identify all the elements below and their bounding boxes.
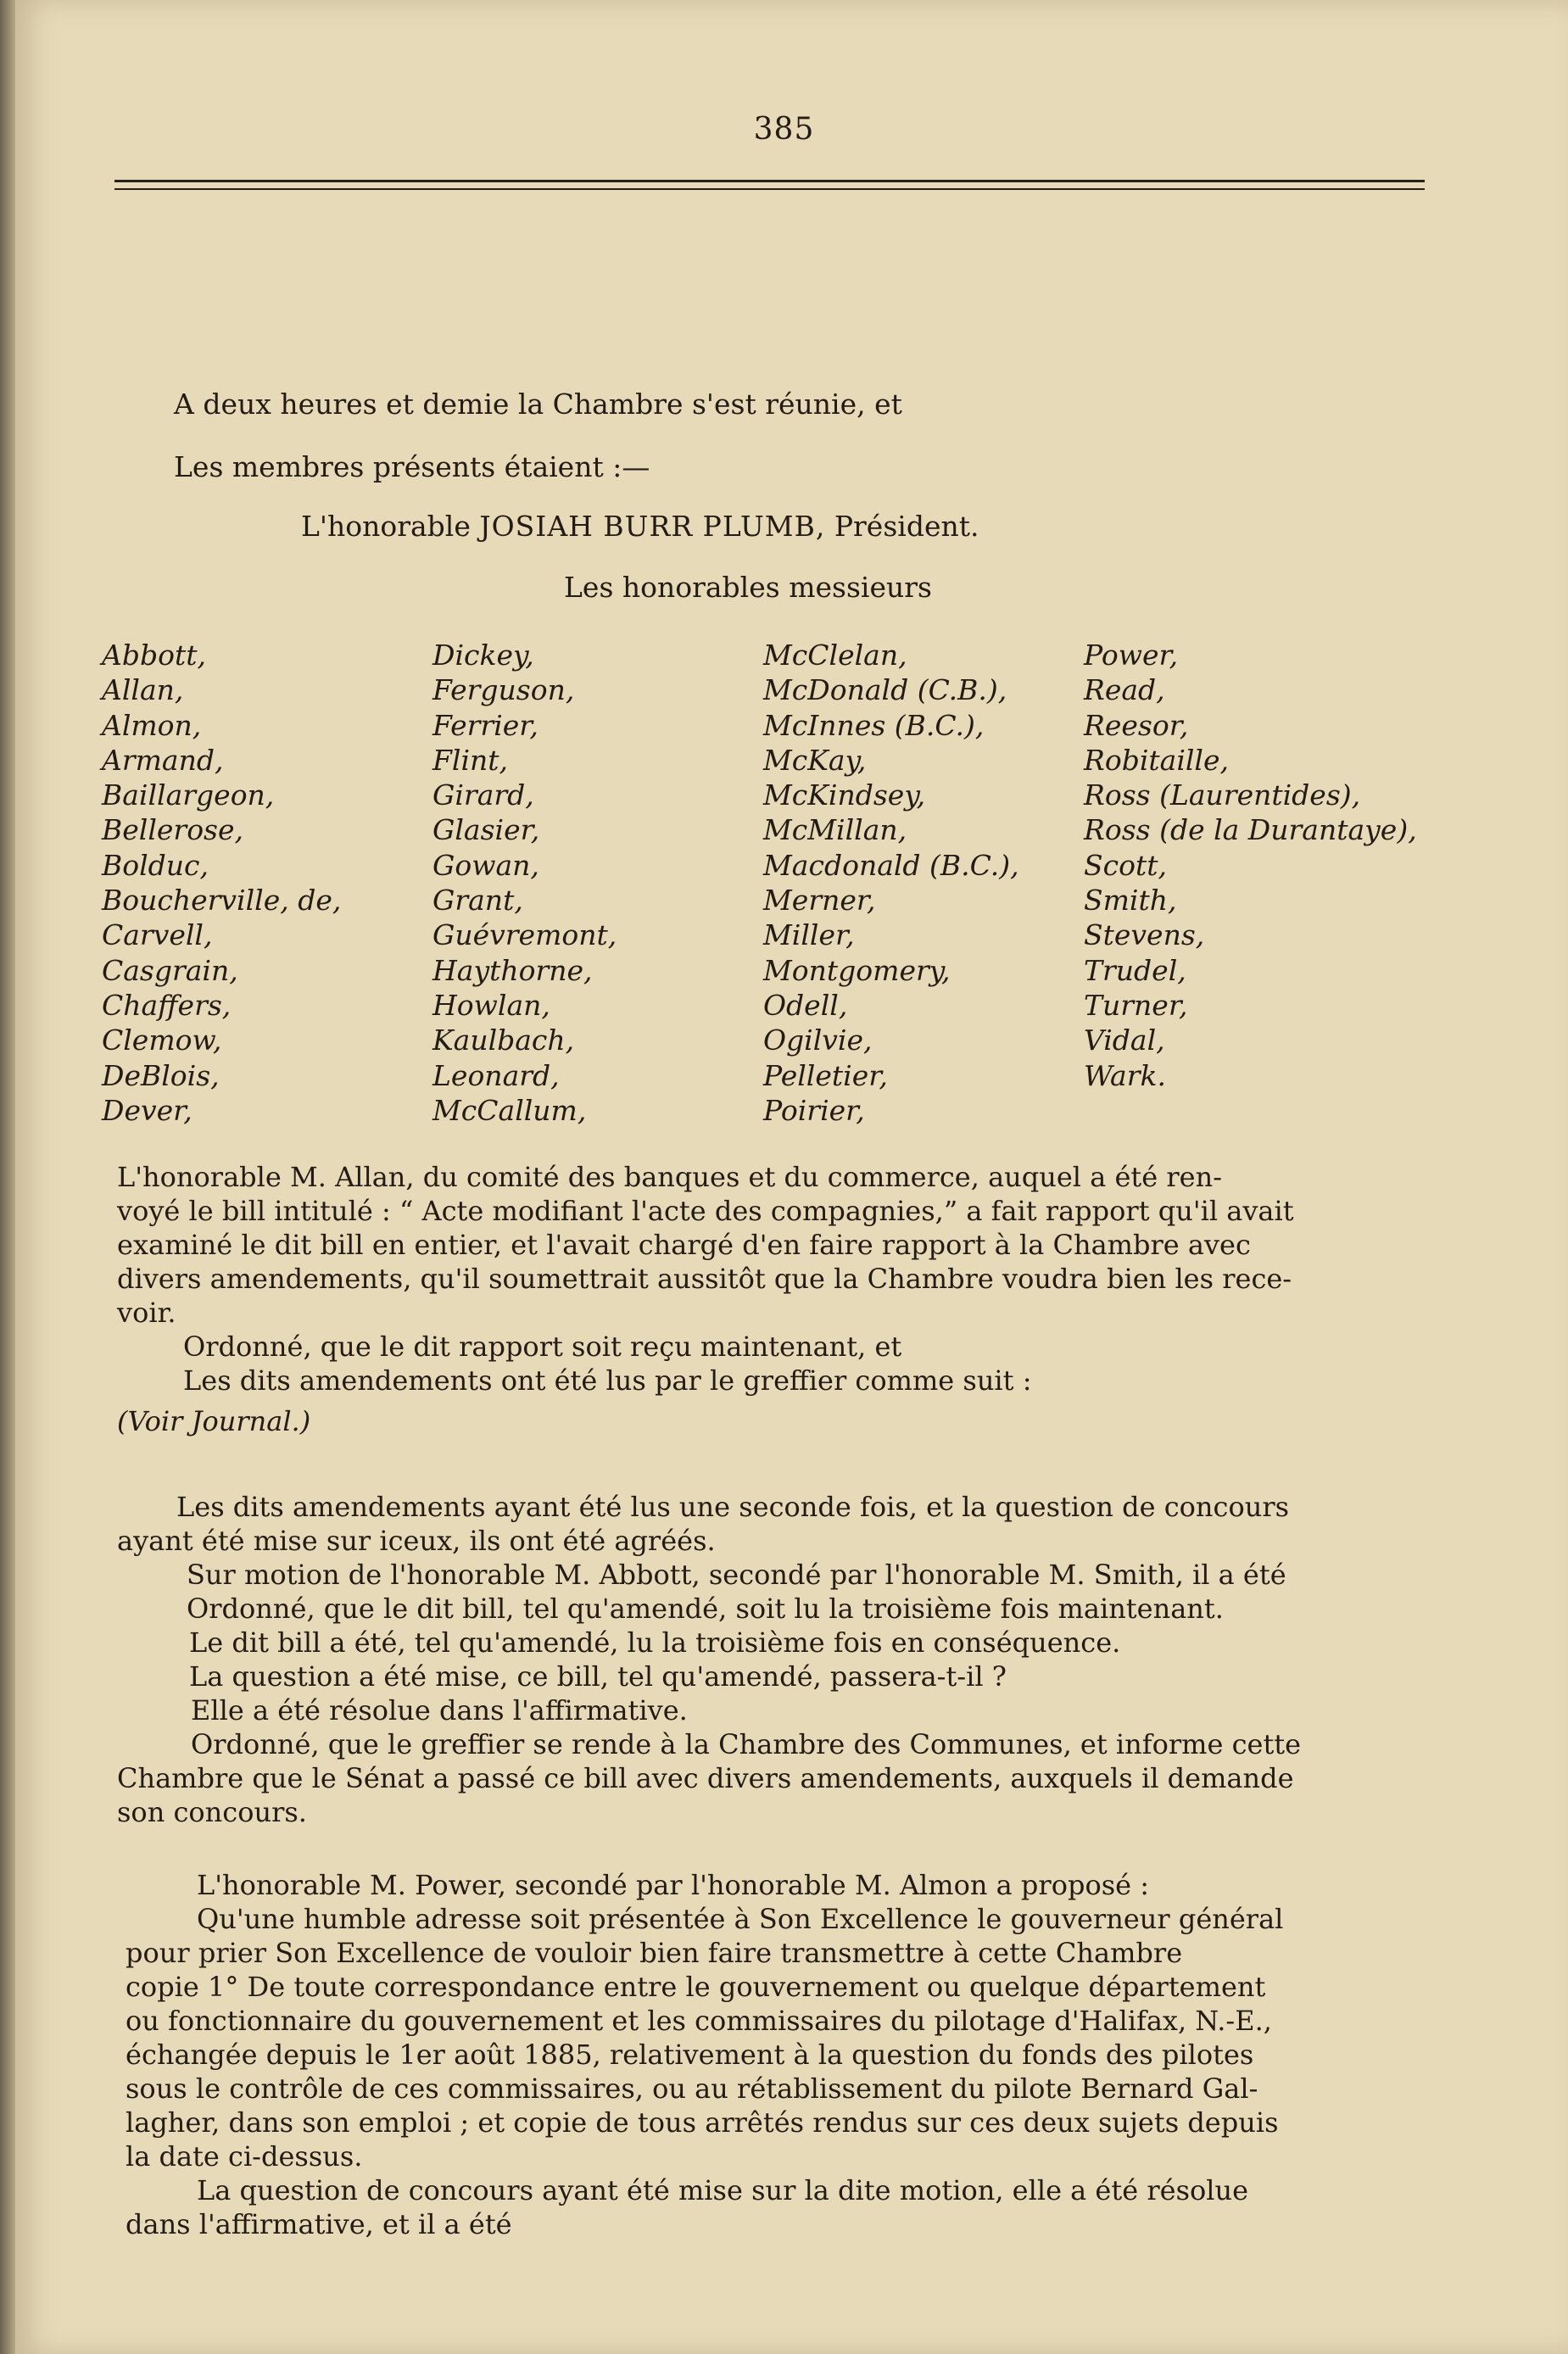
member-name: Flint, <box>432 743 509 777</box>
member-name: Baillargeon, <box>102 778 275 812</box>
members-column-1 <box>102 638 341 1128</box>
member-name: Gowan, <box>432 848 539 882</box>
member-name: Ferrier, <box>432 708 538 742</box>
member-name: Kaulbach, <box>432 1024 575 1057</box>
member-name: Pelletier, <box>763 1058 888 1092</box>
member-name: Bellerose, <box>102 813 244 847</box>
page-number: 385 <box>753 112 815 147</box>
member-name: Turner, <box>1084 988 1188 1022</box>
member-name: McClelan, <box>763 639 907 672</box>
member-name: McKindsey, <box>763 778 926 812</box>
member-name: Macdonald (B.C.), <box>763 848 1019 882</box>
member-name: Dickey, <box>432 639 534 672</box>
text-line: Sur motion de l'honorable M. Abbott, secondé par l'honorable M. Smith, il a été <box>187 1559 1286 1591</box>
member-name: Glasier, <box>432 813 540 847</box>
member-name: Ross (Laurentides), <box>1084 778 1361 812</box>
text-line: examiné le dit bill en entier, et l'avait chargé d'en faire rapport à la Chambre avec <box>117 1229 1251 1261</box>
text-line: La question de concours ayant été mise sur la dite motion, elle a été résolue <box>197 2174 1249 2206</box>
member-name: Reesor, <box>1084 708 1189 742</box>
member-name: Howlan, <box>432 988 550 1022</box>
text-line: la date ci-dessus. <box>126 2140 363 2173</box>
member-name: Carvell, <box>102 918 213 952</box>
member-name: Trudel, <box>1084 953 1186 987</box>
text-line: Ordonné, que le greffier se rende à la Chambre des Communes, et informe cette <box>191 1728 1302 1760</box>
text-line: La question a été mise, ce bill, tel qu'amendé, passera-t-il ? <box>189 1660 1007 1693</box>
member-name: Haythorne, <box>432 953 593 987</box>
member-name: Abbott, <box>102 639 206 672</box>
member-name: Montgomery, <box>763 953 951 987</box>
member-name: Vidal, <box>1084 1024 1165 1057</box>
text-line: pour prier Son Excellence de vouloir bien faire transmettre à cette Chambre <box>126 1937 1183 1969</box>
text-line: Le dit bill a été, tel qu'amendé, lu la troisième fois en conséquence. <box>189 1626 1121 1659</box>
member-name: DeBlois, <box>102 1058 220 1092</box>
text-line: Ordonné, que le dit bill, tel qu'amendé, soit lu la troisième fois maintenant. <box>187 1593 1224 1625</box>
text-line: Qu'une humble adresse soit présentée à Son Excellence le gouverneur général <box>197 1903 1284 1935</box>
member-name: Ross (de la Durantaye), <box>1084 813 1417 847</box>
member-name: Allan, <box>102 673 184 707</box>
text-line: divers amendements, qu'il soumettrait aussitôt que la Chambre voudra bien les rece- <box>117 1263 1292 1295</box>
member-name: Boucherville, de, <box>102 884 342 918</box>
member-name: McKay, <box>763 743 867 777</box>
text-line: ou fonctionnaire du gouvernement et les commissaires du pilotage d'Halifax, N.-E., <box>126 2005 1272 2037</box>
member-name: McDonald (C.B.), <box>763 673 1007 707</box>
text-line: ayant été mise sur iceux, ils ont été agréés. <box>117 1525 716 1557</box>
member-name: Leonard, <box>432 1058 560 1092</box>
honorables-heading: Les honorables messieurs <box>564 571 932 604</box>
member-name: Chaffers, <box>102 988 232 1022</box>
text-line: copie 1° De toute correspondance entre le gouvernement ou quelque département <box>126 1971 1266 2003</box>
member-name: Scott, <box>1084 848 1167 882</box>
members-present-heading: Les membres présents étaient :— <box>174 450 650 483</box>
member-name: Miller, <box>763 918 855 952</box>
members-list <box>0 638 1568 1138</box>
text-line: L'honorable M. Power, secondé par l'honorable M. Almon a proposé : <box>197 1869 1150 1901</box>
members-column-3 <box>763 638 1019 1128</box>
text-line: Les dits amendements ayant été lus une seconde fois, et la question de concours <box>176 1491 1290 1523</box>
president-line <box>301 509 979 544</box>
member-name: Stevens, <box>1084 918 1205 952</box>
amendments-paragraph <box>117 1490 1444 1829</box>
president-name: JOSIAH BURR PLUMB, <box>479 510 826 543</box>
text-line: Chambre que le Sénat a passé ce bill avec divers amendements, auxquels il demande <box>117 1762 1294 1794</box>
members-column-2 <box>432 638 617 1128</box>
member-name: Ogilvie, <box>763 1024 873 1057</box>
voir-journal: (Voir Journal.) <box>117 1405 311 1437</box>
text-line: voir. <box>117 1297 176 1329</box>
member-name: Power, <box>1084 639 1179 672</box>
president-prefix: L'honorable <box>301 510 471 543</box>
text-line: L'honorable M. Allan, du comité des banques et du commerce, auquel a été ren- <box>117 1161 1223 1193</box>
text-line: son concours. <box>117 1796 307 1828</box>
text-line: échangée depuis le 1er août 1885, relativement à la question du fonds des pilotes <box>126 2039 1254 2071</box>
members-column-4 <box>1084 638 1417 1093</box>
member-name: Armand, <box>102 743 224 777</box>
text-line: voyé le bill intitulé : “ Acte modifiant l'acte des compagnies,” a fait rapport qu'il avait <box>117 1195 1294 1227</box>
member-name: Guévremont, <box>432 918 617 952</box>
header-rule-thin <box>114 188 1425 190</box>
member-name: Clemow, <box>102 1024 222 1057</box>
member-name: Dever, <box>102 1093 193 1127</box>
member-name: Odell, <box>763 988 848 1022</box>
member-name: Smith, <box>1084 884 1177 918</box>
allan-report-paragraph <box>117 1160 1444 1438</box>
book-gutter <box>0 0 15 2354</box>
member-name: Casgrain, <box>102 953 238 987</box>
session-opening: A deux heures et demie la Chambre s'est réunie, et <box>174 388 902 421</box>
header-rule <box>114 180 1425 182</box>
text-line: sous le contrôle de ces commissaires, ou au rétablissement du pilote Bernard Gal- <box>126 2072 1258 2105</box>
member-name: McCallum, <box>432 1093 587 1127</box>
text-line: dans l'affirmative, et il a été <box>126 2208 512 2240</box>
member-name: Read, <box>1084 673 1165 707</box>
member-name: Grant, <box>432 884 523 918</box>
member-name: McInnes (B.C.), <box>763 708 985 742</box>
member-name: Bolduc, <box>102 848 209 882</box>
text-line: lagher, dans son emploi ; et copie de tous arrêtés rendus sur ces deux sujets depuis <box>126 2106 1279 2139</box>
member-name: Robitaille, <box>1084 743 1230 777</box>
member-name: Girard, <box>432 778 534 812</box>
member-name: Merner, <box>763 884 876 918</box>
president-title: Président. <box>834 510 979 543</box>
member-name: Poirier, <box>763 1093 865 1127</box>
member-name: Ferguson, <box>432 673 575 707</box>
power-motion-paragraph <box>117 1868 1444 2241</box>
text-line: Elle a été résolue dans l'affirmative. <box>191 1694 688 1726</box>
member-name: McMillan, <box>763 813 907 847</box>
text-line: Les dits amendements ont été lus par le greffier comme suit : <box>183 1364 1032 1397</box>
member-name: Almon, <box>102 708 202 742</box>
member-name: Wark. <box>1084 1058 1166 1092</box>
text-line: Ordonné, que le dit rapport soit reçu maintenant, et <box>183 1330 902 1363</box>
